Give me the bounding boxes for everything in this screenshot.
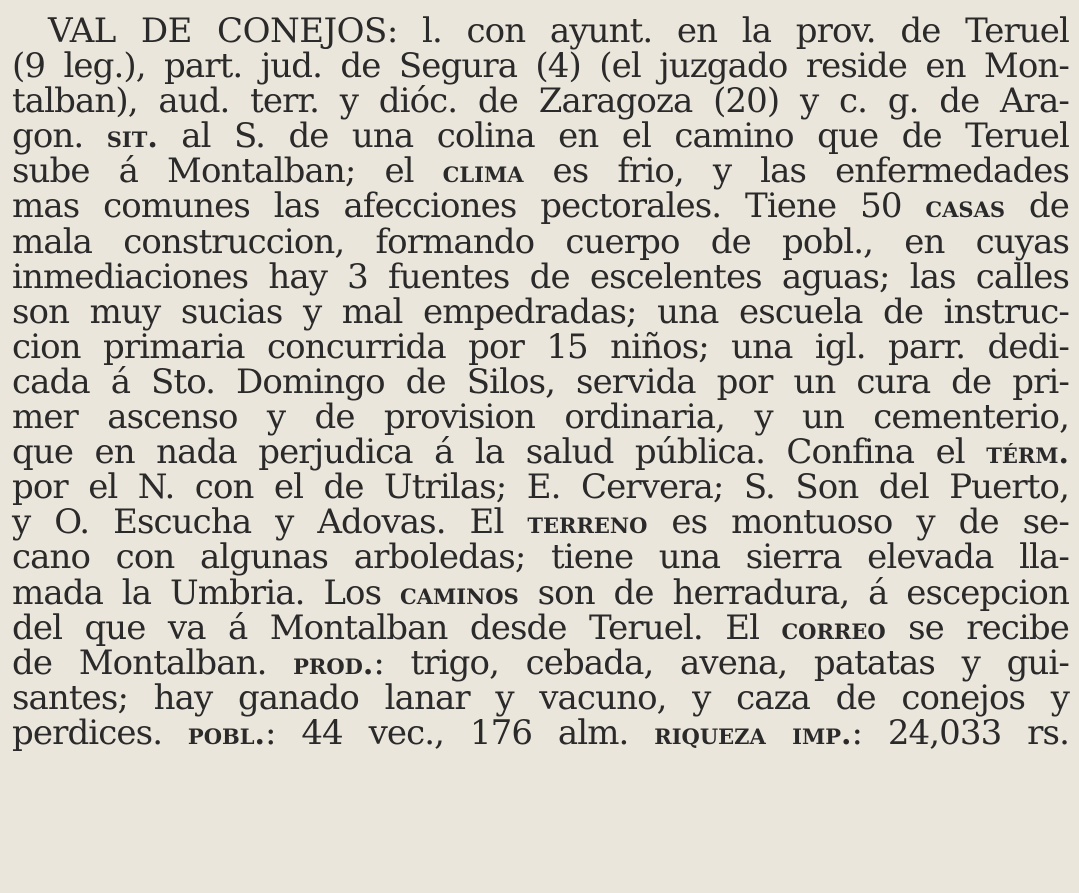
text-line — [12, 151, 1069, 192]
text-segment: : 24,033 rs. — [851, 712, 1069, 753]
text-line — [12, 467, 1069, 508]
text-line — [12, 502, 1069, 543]
text-segment: son muy sucias y mal empedradas; una escuela de instruc- — [12, 291, 1069, 332]
text-segment: al S. de una colina en el camino que de Teruel — [157, 116, 1070, 157]
text-segment: mala construccion, formando cuerpo de pobl., en cuyas — [12, 221, 1069, 262]
section-label: sit. — [106, 120, 158, 156]
text-segment: inmediaciones hay 3 fuentes de escelentes aguas; las calles — [12, 256, 1069, 297]
text-segment: mer ascenso y de provision ordinaria, y un cementerio, — [12, 397, 1069, 438]
text-line — [12, 361, 1069, 402]
text-segment: se recibe — [885, 607, 1069, 648]
section-label: prod. — [293, 646, 374, 682]
text-segment: : 44 vec., 176 alm. — [264, 712, 655, 753]
section-label: térm. — [986, 436, 1069, 472]
section-label: riqueza imp. — [654, 716, 852, 752]
text-line — [12, 326, 1069, 367]
dictionary-entry — [12, 11, 1070, 753]
text-line — [12, 46, 1069, 87]
text-segment: : trigo, cebada, avena, patatas y gui- — [373, 642, 1069, 683]
text-segment: mas comunes las afecciones pectorales. Tiene 50 — [12, 186, 926, 227]
text-line — [12, 256, 1069, 297]
text-segment: de — [1005, 186, 1069, 227]
text-segment: cada á Sto. Domingo de Silos, servida por un cura de pri- — [12, 361, 1069, 402]
section-label: clima — [442, 155, 524, 191]
text-segment: es frio, y las enfermedades — [523, 151, 1069, 192]
text-segment: talban), aud. terr. y dióc. de Zaragoza (20) y c. g. de Ara- — [12, 81, 1069, 122]
entry-headword: VAL DE CONEJOS — [48, 11, 387, 51]
text-segment: cion primaria concurrida por 15 niños; una igl. parr. dedi- — [12, 326, 1069, 367]
text-line — [12, 537, 1069, 578]
section-label: caminos — [400, 576, 519, 612]
text-line — [12, 642, 1069, 683]
text-line — [12, 81, 1069, 122]
text-segment: perdices. — [12, 712, 188, 753]
text-segment: cano con algunas arboledas; tiene una sierra elevada lla- — [12, 537, 1069, 578]
text-segment: son de herradura, á escepcion — [518, 572, 1069, 613]
section-label: correo — [781, 611, 886, 647]
text-line — [12, 677, 1069, 718]
text-line — [12, 712, 1069, 753]
text-segment: gon. — [12, 116, 107, 157]
text-segment: : l. con ayunt. en la prov. de Teruel — [386, 11, 1069, 51]
text-segment: que en nada perjudica á la salud pública. Confina el — [12, 432, 987, 473]
text-segment: santes; hay ganado lanar y vacuno, y caza de conejos y — [12, 677, 1069, 718]
text-line — [12, 432, 1069, 473]
section-label: pobl. — [187, 716, 265, 752]
text-line — [12, 572, 1069, 613]
text-line — [12, 116, 1070, 157]
text-line — [12, 11, 1069, 51]
text-segment: (9 leg.), part. jud. de Segura (4) (el juzgado reside en Mon- — [12, 46, 1069, 87]
text-segment: mada la Umbria. Los — [12, 572, 401, 613]
text-line — [12, 221, 1069, 262]
section-label: casas — [925, 190, 1006, 226]
text-segment: y O. Escucha y Adovas. El — [12, 502, 528, 543]
text-segment: del que va á Montalban desde Teruel. El — [12, 607, 782, 648]
text-line — [12, 186, 1069, 227]
text-line — [12, 291, 1069, 332]
section-label: terreno — [527, 506, 648, 542]
text-segment: de Montalban. — [12, 642, 294, 683]
text-line — [12, 607, 1069, 648]
text-segment: sube á Montalban; el — [12, 151, 443, 192]
text-line — [12, 397, 1069, 438]
text-segment: es montuoso y de se- — [647, 502, 1069, 543]
text-segment: por el N. con el de Utrilas; E. Cervera; S. Son del Puerto, — [12, 467, 1069, 508]
